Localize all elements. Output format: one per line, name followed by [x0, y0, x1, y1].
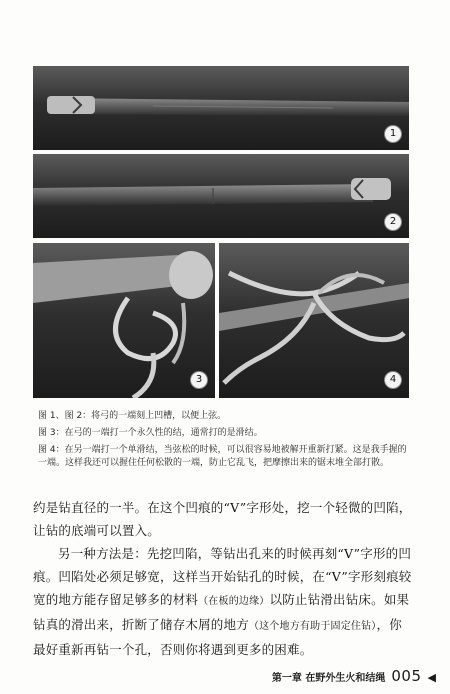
paragraph-text: 以防止钻滑出钻床。如果钻真的滑出来，折断了储存木屑的地方 — [33, 592, 410, 632]
paragraph-text: ，你最好重新再钻一个孔，否则你将遇到更多的困难。 — [33, 617, 402, 657]
figure-caption: 图 1、图 2：将弓的一端刻上凹槽，以便上弦。 — [38, 411, 227, 421]
page-number: 005 — [391, 667, 422, 685]
knot-illustration — [219, 243, 409, 398]
figure-3-photo — [33, 243, 215, 398]
figure-4-photo — [219, 243, 409, 398]
knot-illustration — [33, 243, 215, 398]
body-paragraph — [33, 542, 413, 661]
body-paragraph: 约是钻直径的一半。在这个凹痕的“V”字形处，挖一个轻微的凹陷，让钻的底端可以置入。 — [33, 500, 412, 538]
figure-badge: 3 — [191, 372, 207, 388]
figure-badge: 1 — [385, 126, 401, 142]
figure-badge: 4 — [385, 372, 401, 388]
inline-note: （在板的边缘） — [198, 596, 270, 607]
page-arrow-icon: ◀ — [427, 671, 436, 684]
stick-notch-illustration — [33, 66, 409, 150]
paragraph-text: 另一种方法是：先挖凹陷，等钻出孔来的时候再刻“V”字形的凹痕。凹陷处必须足够宽，这样当开始钻孔的时候，在“V”字形刻痕较宽的地方能存留足够多的材料 — [33, 546, 412, 607]
page-footer — [272, 667, 436, 685]
figure-caption: 图 3：在弓的一端打一个永久性的结，通常打的是滑结。 — [38, 428, 263, 438]
figure-1-photo — [33, 66, 409, 150]
figure-caption: 图 4：在另一端打一个单滑结，当弦松的时候，可以很容易地被解开重新打紧。这是我手握的一端。这样我还可以握住任何松散的一端，防止它乱飞，把摩擦出来的锯末堆全部打散。 — [38, 445, 407, 468]
figure-2-photo — [33, 154, 409, 238]
stick-notch-illustration — [33, 154, 409, 238]
inline-note: （这个地方有助于固定住钻） — [248, 621, 377, 632]
figure-badge: 2 — [385, 214, 401, 230]
chapter-title: 第一章 在野外生火和结绳 — [271, 673, 386, 684]
